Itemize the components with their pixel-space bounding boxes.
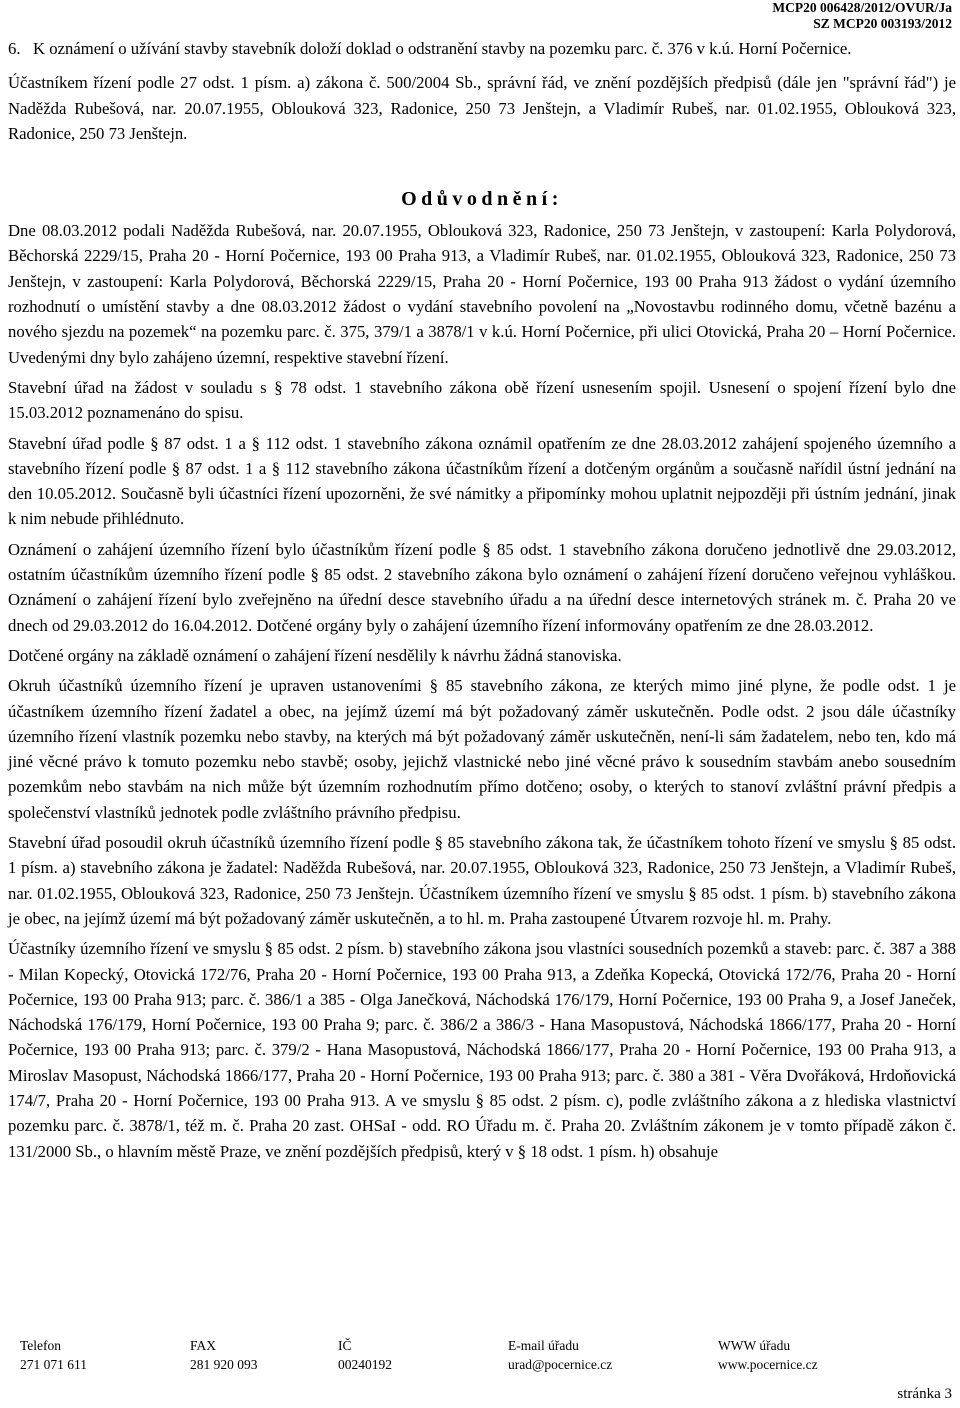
reasoning-paragraph-5: Dotčené orgány na základě oznámení o zahájení řízení nesdělily k návrhu žádná stanoviska. bbox=[8, 645, 622, 665]
section-heading: Odůvodnění: bbox=[401, 188, 563, 211]
www-label: WWW úřadu bbox=[718, 1338, 791, 1353]
ic-value: 00240192 bbox=[338, 1357, 392, 1372]
footer-email bbox=[508, 1336, 718, 1374]
contact-footer bbox=[20, 1336, 920, 1374]
email-label: E-mail úřadu bbox=[508, 1338, 579, 1353]
www-value: www.pocernice.cz bbox=[718, 1357, 818, 1372]
reasoning-paragraph-4: Oznámení o zahájení územního řízení bylo účastníkům řízení podle § 85 odst. 1 stavebního zákona doručeno jednotlivě dne 29.03.2012, ostatním účastníkům územního řízení podle § 85 odst. 2 stavebního zákona bylo oznámení o zahájení řízení doručeno veřejnou vyhláškou. Oznámení o zahájení řízení bylo zveřejněno na úřední desce stavebního úřadu a na úřední desce internetových stránek m. č. Praha 20 ve dnech od 29.03.2012 do 16.04.2012. Dotčené orgány byly o zahájení územního řízení informovány opatřením ze dne 28.03.2012. bbox=[8, 539, 956, 635]
reasoning-paragraph-8: Účastníky územního řízení ve smyslu § 85 odst. 2 písm. b) stavebního zákona jsou vlastníci sousedních pozemků a staveb: parc. č. 387 a 388 - Milan Kopecký, Otovická 172/76, Praha 20 - Horní Počernice, 193 00 Praha 913, a Zdeňka Kopecká, Otovická 172/76, Praha 20 - Horní Počernice, 193 00 Praha 913; parc. č. 386/1 a 385 - Olga Janečková, Náchodská 176/179, Horní Počernice, 193 00 Praha 9, a Josef Janeček, Náchodská 176/179, Horní Počernice, 193 00 Praha 9; parc. č. 386/2 a 386/3 - Hana Masopustová, Náchodská 1866/177, Praha 20 - Horní Počernice, 193 00 Praha 913; parc. č. 379/2 - Hana Masopustová, Náchodská 1866/177, Praha 20 - Horní Počernice, 193 00 Praha 913, a Miroslav Masopust, Náchodská 1866/177, Praha 20 - Horní Počernice, 193 00 Praha 913; parc. č. 380 a 381 - Věra Dvořáková, Hrdoňovická 174/7, Praha 20 - Horní Počernice, 193 00 Praha 913. A ve smyslu § 85 odst. 2 písm. c), podle zvláštního zákona a z hlediska vlastnictví pozemku parc. č. 3878/1, též m. č. Praha 20 zast. OHSaI - odd. RO Úřadu m. č. Praha 20. Zvláštním zákonem je v tomto případě zákon č. 131/2000 Sb., o hlavním městě Praze, ve znění pozdějších předpisů, který v § 18 odst. 1 písm. h) obsahuje bbox=[8, 939, 956, 1161]
reasoning-paragraph-2: Stavební úřad na žádost v souladu s § 78 odst. 1 stavebního zákona obě řízení usnesením spojil. Usnesení o spojení řízení bylo dne 15.03.2012 poznamenáno do spisu. bbox=[8, 377, 956, 423]
fax-label: FAX bbox=[190, 1338, 217, 1353]
footer-ic bbox=[338, 1336, 508, 1374]
email-value: urad@pocernice.cz bbox=[508, 1357, 613, 1372]
fax-value: 281 920 093 bbox=[190, 1357, 258, 1372]
page-number: stránka 3 bbox=[897, 1386, 952, 1402]
reference-number-2: SZ MCP20 003193/2012 bbox=[813, 16, 952, 31]
footer-www bbox=[718, 1336, 878, 1374]
ic-label: IČ bbox=[338, 1338, 352, 1353]
participants-paragraph: Účastníkem řízení podle 27 odst. 1 písm. a) zákona č. 500/2004 Sb., správní řád, ve znění pozdějších předpisů (dále jen "správní řád") je Naděžda Rubešová, nar. 20.07.1955, Oblouková 323, Radonice, 250 73 Jenštejn, a Vladimír Rubeš, nar. 01.02.1955, Oblouková 323, Radonice, 250 73 Jenštejn. bbox=[8, 73, 956, 143]
reasoning-paragraph-6: Okruh účastníků územního řízení je upraven ustanoveními § 85 stavebního zákona, ze kterých mimo jiné plyne, že podle odst. 1 je účastníkem územního řízení žadatel a obec, na jejímž území má být požadovaný záměr uskutečněn. Podle odst. 2 jsou dále účastníky územního řízení vlastník pozemku nebo stavby, na kterých má být požadovaný záměr uskutečněn, není-li sám žadatelem, nebo ten, kdo má jiné věcné právo k tomuto pozemku nebo stavbě; osoby, jejichž vlastnické nebo jiné věcné právo k sousedním stavbám anebo sousedním pozemkům nebo stavbám na nich může být územním rozhodnutím přímo dotčeno; osoby, o kterých to stanoví zvláštní právní předpis a společenství vlastníků jednotek podle zvláštního právního předpisu. bbox=[8, 676, 956, 822]
phone-value: 271 071 611 bbox=[20, 1357, 87, 1372]
document-reference bbox=[772, 0, 952, 32]
condition-6: 6. K oznámení o užívání stavby stavebník doloží doklad o odstranění stavby na pozemku parc. č. 376 v k.ú. Horní Počernice. bbox=[8, 39, 852, 58]
reference-number-1: MCP20 006428/2012/OVUR/Ja bbox=[772, 0, 952, 15]
phone-label: Telefon bbox=[20, 1338, 62, 1353]
footer-fax bbox=[190, 1336, 338, 1374]
document-body bbox=[8, 36, 956, 1164]
reasoning-paragraph-1: Dne 08.03.2012 podali Naděžda Rubešová, nar. 20.07.1955, Oblouková 323, Radonice, 250 73 Jenštejn, v zastoupení: Karla Polydorová, Běchorská 2229/15, Praha 20 - Horní Počernice, 193 00 Praha 913, a Vladimír Rubeš, nar. 01.02.1955, Oblouková 323, Radonice, 250 73 Jenštejn, v zastoupení: Karla Polydorová, Běchorská 2229/15, Praha 20 - Horní Počernice, 193 00 Praha 913 žádost o vydání územního rozhodnutí o umístění stavby a dne 08.03.2012 žádost o vydání stavebního povolení na „Novostavbu rodinného domu, včetně bazénu a nového sjezdu na pozemek“ na pozemku parc. č. 375, 379/1 a 3878/1 v k.ú. Horní Počernice, při ulici Otovická, Praha 20 – Horní Počernice. Uvedenými dny bylo zahájeno územní, respektive stavební řízení. bbox=[8, 221, 956, 367]
reasoning-paragraph-7: Stavební úřad posoudil okruh účastníků územního řízení podle § 85 stavebního zákona tak, že účastníkem tohoto řízení ve smyslu § 85 odst. 1 písm. a) stavebního zákona je žadatel: Naděžda Rubešová, nar. 20.07.1955, Oblouková 323, Radonice, 250 73 Jenštejn, a Vladimír Rubeš, nar. 01.02.1955, Oblouková 323, Radonice, 250 73 Jenštejn. Účastníkem územního řízení ve smyslu § 85 odst. 1 písm. b) stavebního zákona je obec, na jejímž území má být požadovaný záměr uskutečněn, a to hl. m. Praha zastoupené Útvarem rozvoje hl. m. Prahy. bbox=[8, 833, 956, 928]
footer-phone bbox=[20, 1336, 190, 1374]
reasoning-paragraph-3: Stavební úřad podle § 87 odst. 1 a § 112 odst. 1 stavebního zákona oznámil opatřením ze dne 28.03.2012 zahájení spojeného územního a stavebního řízení podle § 87 odst. 1 a § 112 stavebního zákona účastníkům řízení a dotčeným orgánům a současně nařídil ústní jednání na den 10.05.2012. Současně byli účastníci řízení upozorněni, že své námitky a připomínky mohou uplatnit nejpozději při ústním jednání, jinak k nim nebude přihlédnuto. bbox=[8, 433, 956, 529]
